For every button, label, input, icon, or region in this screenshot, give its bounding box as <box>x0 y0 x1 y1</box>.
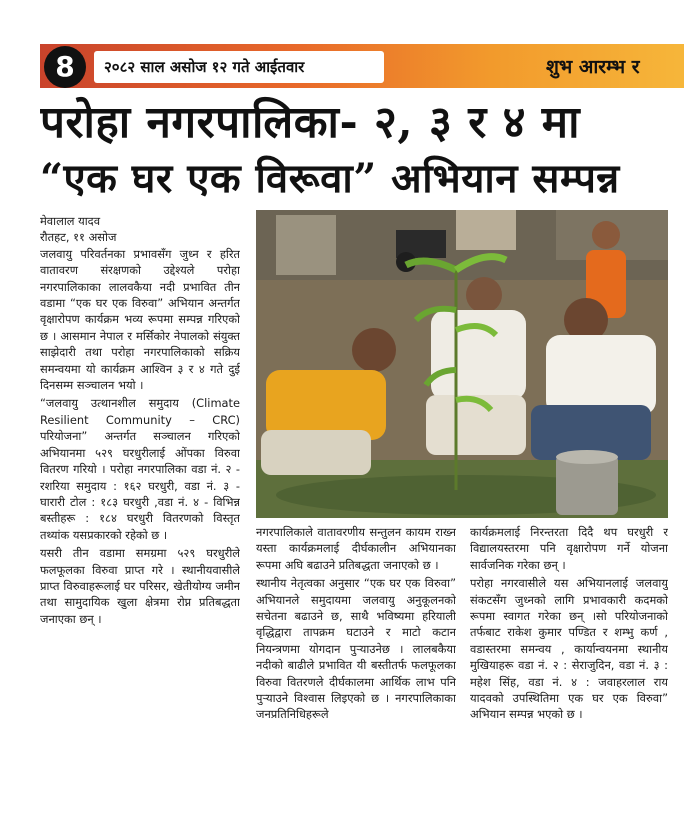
byline-author: मेवालाल यादव <box>40 214 101 228</box>
top-margin <box>0 0 684 40</box>
paragraph: कार्यक्रमलाई निरन्तरता दिदै थप घरधुरी र विद्यालयस्तरमा पनि वृक्षारोपण गर्ने योजना सार्वजनिक गरेका छन् । <box>470 525 668 572</box>
section-label: शुभ आरम्भ र <box>546 56 640 78</box>
paragraph: “जलवायु उत्थानशील समुदाय (Climate Resilient Community – CRC) परियोजना” अन्तर्गत सञ्चालन गरिएको अभियानमा ५२९ घरधुरीलाई ओंपका विरुवा वितरण गरियो । परोहा नगरपालिका वडा नं. २ - रशरिया समुदाय : १६२ घरधुरी, वडा नं. ३ - घारारी टोल : १८३ घरधुरी ,वडा नं. ४ - विभिन्न बस्तीहरू : १८४ घरधुरी वितरणको विस्तृत तथ्यांक यसप्रकारको रहेको छ । <box>40 396 240 542</box>
issue-date: २०८२ साल असोज १२ गते आईतवार <box>94 51 384 83</box>
paragraph: स्थानीय नेतृत्वका अनुसार “एक घर एक विरुवा” अभियानले समुदायमा जलवायु अनुकूलनको सचेतना बढाउने छ, साथै भविष्यमा हरियाली वृद्धिद्वारा तापक्रम घटाउने र माटो कटान नियन्त्रणमा योगदान पुऱ्याउनेछ । लालबकैया नदीको बाढीले प्रभावित यी बस्तीतर्फ फलफूलका विरुवा वितरणले दीर्घकालमा आर्थिक लाभ पनि पुऱ्याउने विश्वास लिइएको छ । नगरपालिकाका जनप्रतिनिधिहरूले <box>256 576 456 722</box>
paragraph: जलवायु परिवर्तनका प्रभावसँग जुध्न र हरित वातावरण संरक्षणको उद्देश्यले परोहा नगरपालिकाका लालवकैया नदी प्रभावित तीन वडामा “एक घर एक विरुवा” अभियान अन्तर्गत वृक्षारोपण कार्यक्रम भव्य रूपमा सम्पन्न गरिएको छ । आसमान नेपाल र मर्सिकोर नेपालको संयुक्त साझेदारी तथा परोहा नगरपालिकाको सक्रिय समन्वयमा यो कार्यक्रम आश्विन ३ र ४ गते दुई दिनसम्म सञ्चालन भयो । <box>40 246 240 393</box>
article-column-3 <box>470 524 668 814</box>
page-number-badge: 8 <box>44 46 86 88</box>
article-column-1 <box>40 213 240 813</box>
byline-place-date: रौतहट, ११ असोज <box>40 230 117 245</box>
headline-line-2: “एक घर एक विरूवा” अभियान सम्पन्न <box>40 155 620 202</box>
paragraph: नगरपालिकाले वातावरणीय सन्तुलन कायम राख्न यस्ता कार्यक्रमलाई दीर्घकालीन अभियानका रूपमा अघि बढाउने प्रतिबद्धता जनाएको छ । <box>256 525 456 572</box>
paragraph: यसरी तीन वडामा समग्रमा ५२९ घरधुरीले फलफूलका विरुवा प्राप्त गरे । स्थानीयवासीले प्राप्त विरुवाहरूलाई घर परिसर, खेतीयोग्य जमीन तथा सामुदायिक खुला क्षेत्रमा रोप्न प्रतिबद्धता जनाएका छन् । <box>40 546 240 626</box>
headline-line-1: परोहा नगरपालिका- २, ३ र ४ मा <box>40 97 580 148</box>
article-photo <box>256 210 668 518</box>
article-column-2 <box>256 524 456 814</box>
paragraph: परोहा नगरवासीले यस अभियानलाई जलवायु संकटसँग जुध्नको लागि प्रभावकारी कदमको रूपमा स्वागत गरेका छन् ।सो परियोजनाको तर्फबाट राकेश कुमार पण्डित र शम्भु कर्ण , वडास्तरमा समन्वय , कार्यान्वयनमा स्थानीय मुखियाहरू वडा नं. २ : सेराजुदिन, वडा नं. ३ : महेश सिंह, वडा नं. ४ : जवाहरलाल राय यादवको उपस्थितिमा एक घर एक विरुवा” अभियान सम्पन्न भएको छ । <box>470 576 668 722</box>
